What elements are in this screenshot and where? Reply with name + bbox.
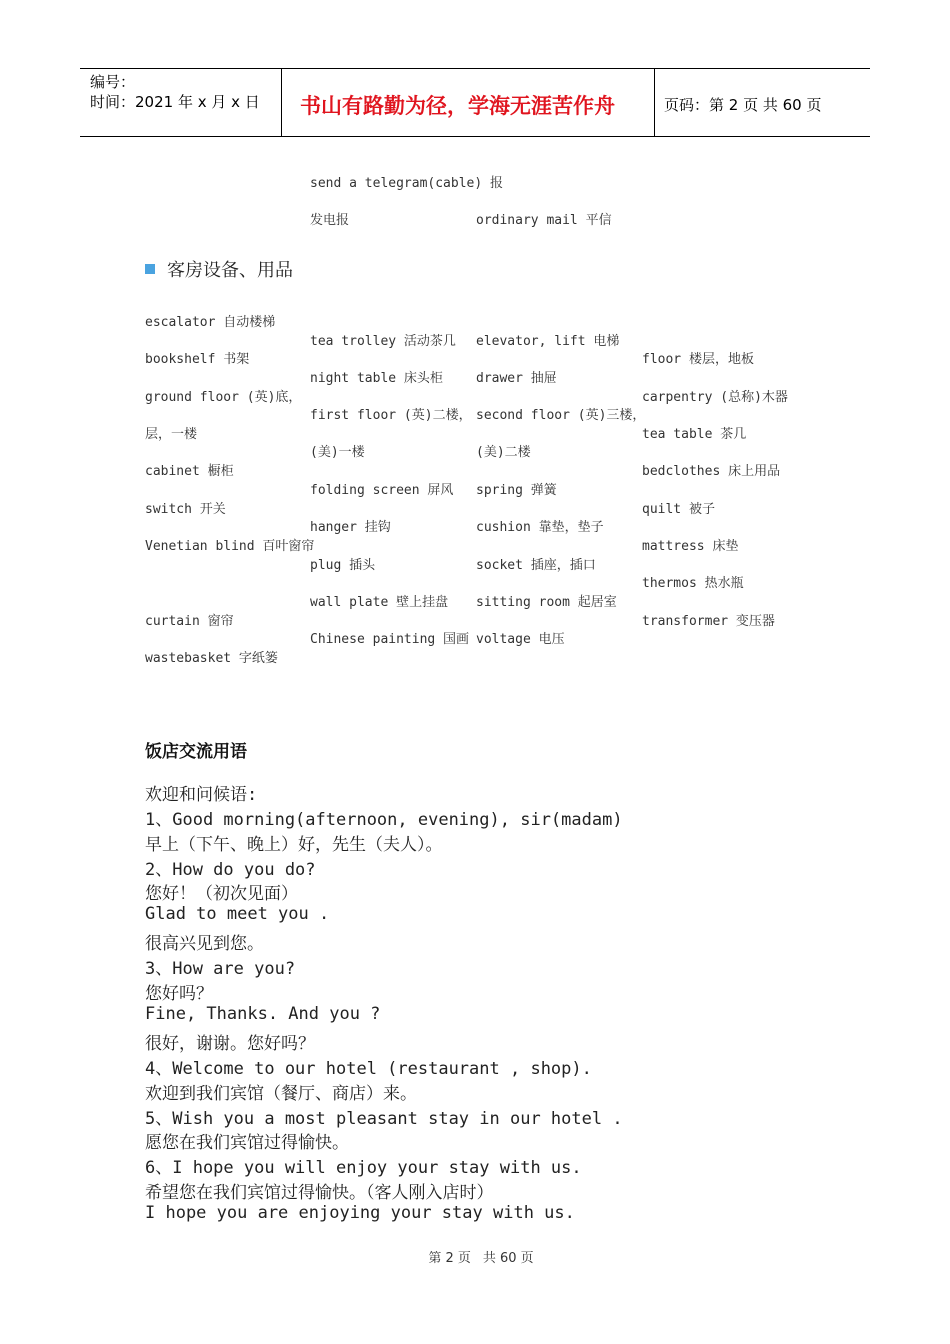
vocab-item: bookshelf 书架 [145,352,250,367]
vocab-item: first floor (英)二楼， [310,408,472,423]
dialogue-line: 2、How do you do? [145,860,316,880]
dialogue-line: I hope you are enjoying your stay with us. [145,1203,575,1223]
vocab-item: cushion 靠垫，垫子 [476,520,604,535]
dialogue-line: Fine, Thanks. And you ? [145,1004,381,1024]
dialogue-line: 3、How are you? [145,959,296,979]
term-ordinary-mail: ordinary mail 平信 [476,213,612,228]
dialogue-line: 您好！（初次见面） [145,884,298,904]
vocab-item: wall plate 壁上挂盘 [310,595,449,610]
vocab-item: quilt 被子 [642,502,715,517]
dialogue-line: 欢迎到我们宾馆（餐厅、商店）来。 [145,1084,417,1104]
vocab-item: tea table 茶几 [642,427,747,442]
vocab-item: switch 开关 [145,502,226,517]
page-header [80,68,870,137]
dialogue-line: 欢迎和问候语: [145,785,258,805]
vocab-item: elevator, lift 电梯 [476,334,620,349]
vocab-item: floor 楼层，地板 [642,352,754,367]
dialogue-line: 希望您在我们宾馆过得愉快。（客人刚入店时） [145,1183,494,1203]
dialogue-line: 很高兴见到您。 [145,934,264,954]
footer-total: 共 60 页 [482,1251,534,1266]
dialogue-line: 早上（下午、晚上）好，先生（夫人）。 [145,835,443,855]
header-divider [281,69,282,136]
dialogue-line: 您好吗？ [145,984,213,1004]
vocab-item: (美)二楼 [476,445,531,460]
section-heading [145,256,293,282]
section-title: 客房设备、用品 [167,260,293,281]
vocab-item: spring 弹簧 [476,483,557,498]
vocab-item: drawer 抽屉 [476,371,557,386]
footer-page: 第 2 页 [428,1251,471,1266]
vocab-item: sitting room 起居室 [476,595,617,610]
vocab-item: bedclothes 床上用品 [642,464,781,479]
dialogue-heading: 饭店交流用语 [145,742,247,762]
dialogue-line: 很好，谢谢。您好吗？ [145,1034,315,1054]
vocab-item: night table 床头柜 [310,371,443,386]
vocab-item: (美)一楼 [310,445,365,460]
number-label: 编号： [90,73,136,91]
time-label: 时间：2021 年 x 月 x 日 [90,93,260,111]
term-telegram: send a telegram(cable) 报 [310,176,504,191]
dialogue-line: 4、Welcome to our hotel (restaurant , shop). [145,1059,592,1079]
header-motto: 书山有路勤为径，学海无涯苦作舟 [300,94,615,118]
vocab-item: second floor (英)三楼， [476,408,646,423]
vocab-item: tea trolley 活动茶几 [310,334,456,349]
vocab-item: Venetian blind 百叶窗帘 [145,539,315,554]
page-label: 页码：第 2 页 共 60 页 [664,96,822,114]
vocab-item: mattress 床垫 [642,539,739,554]
vocab-item: thermos 热水瓶 [642,576,744,591]
vocab-item: wastebasket 字纸篓 [145,651,278,666]
header-divider [654,69,655,136]
vocab-item: plug 插头 [310,558,376,573]
dialogue-line: 愿您在我们宾馆过得愉快。 [145,1133,349,1153]
vocab-item: hanger 挂钩 [310,520,391,535]
vocab-item: cabinet 橱柜 [145,464,234,479]
vocab-item: transformer 变压器 [642,614,775,629]
vocab-item: curtain 窗帘 [145,614,234,629]
page-footer [0,1247,950,1266]
bullet-square-icon [145,264,155,274]
vocab-item: escalator 自动楼梯 [145,315,276,330]
vocab-item: socket 插座，插口 [476,558,596,573]
dialogue-line: 1、Good morning(afternoon, evening), sir(madam) [145,810,623,830]
vocab-item: carpentry (总称)木器 [642,390,788,405]
vocab-item: 层，一楼 [145,427,198,442]
vocab-item: Chinese painting 国画 [310,632,470,647]
vocab-item: folding screen 屏风 [310,483,454,498]
dialogue-line: 6、I hope you will enjoy your stay with us. [145,1158,582,1178]
term-telegram-cont: 发电报 [310,213,350,228]
vocab-item: ground floor (英)底， [145,390,302,405]
dialogue-line: 5、Wish you a most pleasant stay in our hotel . [145,1109,623,1129]
dialogue-line: Glad to meet you . [145,904,330,924]
vocab-item: voltage 电压 [476,632,565,647]
